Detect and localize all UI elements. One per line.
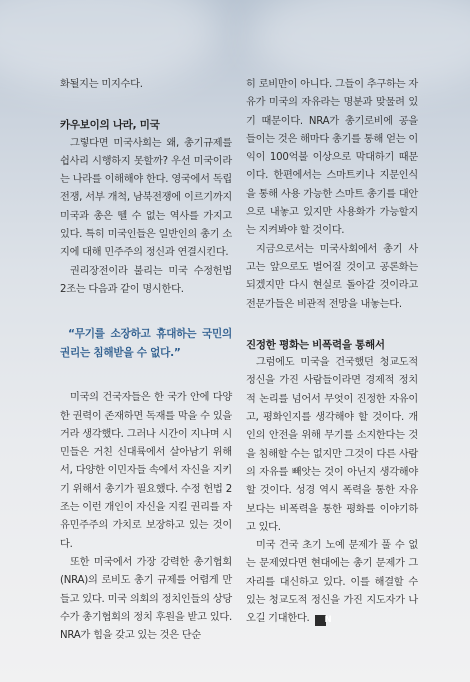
paragraph-final (246, 537, 418, 628)
section-heading-cowboy-nation: 카우보이의 나라, 미국 (60, 119, 160, 132)
left-column (60, 76, 232, 645)
end-mark-icon: N (315, 615, 326, 626)
section-heading-true-peace: 진정한 평화는 비폭력을 통해서 (246, 338, 385, 351)
paragraph: 또한 미국에서 가장 강력한 총기협회(NRA)의 로비도 총기 규제를 어렵게 만들고 있다. 미국 의회의 정치인들의 상당수가 총기협회의 정치 후원을 받고 있다. NRA가 힘을 갖고 있는 것은 단순 (60, 556, 232, 642)
paragraph: 그렇다면 미국사회는 왜, 총기규제를 쉽사리 시행하지 못할까? 우선 미국이라는 나라를 이해해야 한다. 영국에서 독립 전쟁, 서부 개척, 남북전쟁에 이르기까지 미국과 총은 뗄 수 없는 역사를 가지고 있다. 특히 미국인들은 일반인의 총기 소지에 대해 민주주의 정신과 연결시킨다. (60, 137, 232, 259)
pull-quote: “무기를 소장하고 휴대하는 국민의 권리는 침해받을 수 없다.” (60, 328, 232, 360)
paragraph-continued: 히 로비만이 아니다. 그들이 추구하는 자유가 미국의 자유라는 명분과 맞물려 있기 때문이다. NRA가 총기로비에 공을 들이는 것은 해마다 총기를 통해 얻는 이익이 100억불 이상으로 막대하기 때문이다. 한편에서는 스마트키나 지문인식을 통해 사용 가능한 스마트 총기를 대안으로 내놓고 있지만 사용화가 가능할지는 지켜봐야 할 것이다. (246, 79, 418, 237)
paragraph-text: 미국 건국 초기 노예 문제가 풀 수 없는 문제였다면 현대에는 총기 문제가 그 자리를 대신하고 있다. 이를 해결할 수 있는 청교도적 정신을 가진 지도자가 나오길 기대한다. (246, 540, 418, 625)
paragraph: 권리장전이라 불리는 미국 수정헌법 2조는 다음과 같이 명시한다. (60, 265, 232, 295)
paragraph: 그럼에도 미국을 건국했던 청교도적 정신을 가진 사람들이라면 경제적 정치적 논리를 넘어서 무엇이 진정한 자유이고, 평화인지를 생각해야 할 것이다. 개인의 안전을 위해 무기를 소지한다는 것을 침해할 수는 없지만 그것이 다른 사람의 자유를 빼앗는 것이 아닌지 생각해야 할 것이다. 성경 역시 폭력을 통한 자유보다는 비폭력을 통한 평화를 이야기하고 있다. (246, 357, 418, 533)
paragraph: 미국의 건국자들은 한 국가 안에 다양한 권력이 존재하면 독재를 막을 수 있을 거라 생각했다. 그러나 시간이 지나며 시민들은 거친 신대륙에서 살아남기 위해서, 다양한 이민자들 속에서 자신을 지키기 위해서 총기가 필요했다. 수정 헌법 2조는 이런 개인이 자신을 지킬 권리를 자유민주주의 가치로 보장하고 있는 것이다. (60, 392, 232, 550)
paragraph-intro: 화될지는 미지수다. (60, 79, 143, 90)
paragraph: 지금으로서는 미국사회에서 총기 사고는 앞으로도 벌어질 것이고 공론화는 되겠지만 다시 현실로 돌아갈 것이라고 전문가들은 비관적 전망을 내놓는다. (246, 243, 418, 310)
right-column (246, 76, 418, 629)
